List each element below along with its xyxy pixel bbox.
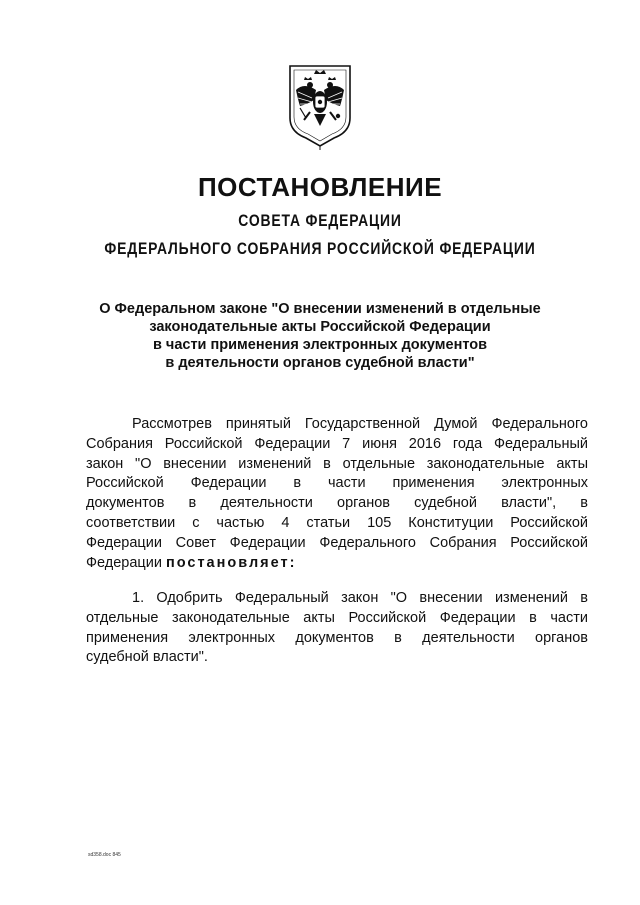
- coat-of-arms-icon: [286, 60, 354, 150]
- item-1-line: отдельные законодательные акты Российской Федерации в части: [86, 609, 588, 626]
- issuing-body-line1: СОВЕТА ФЕДЕРАЦИИ: [238, 211, 402, 230]
- preamble-line: закон "О внесении изменений в отдельные законодательные акты: [86, 455, 588, 472]
- resolution-subject: [60, 300, 580, 372]
- subject-line: в деятельности органов судебной власти": [165, 355, 475, 371]
- subject-line: О Федеральном законе "О внесении изменений в отдельные: [99, 301, 541, 317]
- preamble-line: документов в деятельности органов судебной власти", в: [86, 495, 588, 512]
- preamble-paragraph: [86, 415, 588, 573]
- preamble-last-line-prefix: Федерации: [86, 554, 162, 571]
- document-code: sd358.doc 845: [88, 852, 121, 858]
- item-1-line: применения электронных документов в деятельности органов: [86, 629, 588, 646]
- preamble-line: Российской Федерации в части применения электронных: [86, 475, 588, 492]
- issuing-body-line2: ФЕДЕРАЛЬНОГО СОБРАНИЯ РОССИЙСКОЙ ФЕДЕРАЦИИ: [104, 239, 536, 258]
- preamble-last-line: [86, 554, 588, 574]
- preamble-line: Собрания Российской Федерации 7 июня 2016 года Федеральный: [86, 435, 588, 452]
- subject-line: законодательные акты Российской Федерации: [149, 319, 491, 335]
- document-title: ПОСТАНОВЛЕНИЕ: [197, 172, 443, 202]
- item-1-line: 1. Одобрить Федеральный закон "О внесении изменений в: [132, 590, 588, 606]
- item-1-paragraph: [86, 589, 588, 668]
- preamble-line: Рассмотрев принятый Государственной Думой Федерального: [132, 416, 588, 432]
- preamble-line: Федерации Совет Федерации Федерального Собрания Российской: [86, 534, 588, 551]
- resolves-word: постановляет:: [165, 554, 297, 571]
- preamble-line: соответствии с частью 4 статьи 105 Конституции Российской: [86, 514, 588, 531]
- subject-line: в части применения электронных документов: [152, 337, 488, 353]
- item-1-line: судебной власти".: [86, 649, 208, 666]
